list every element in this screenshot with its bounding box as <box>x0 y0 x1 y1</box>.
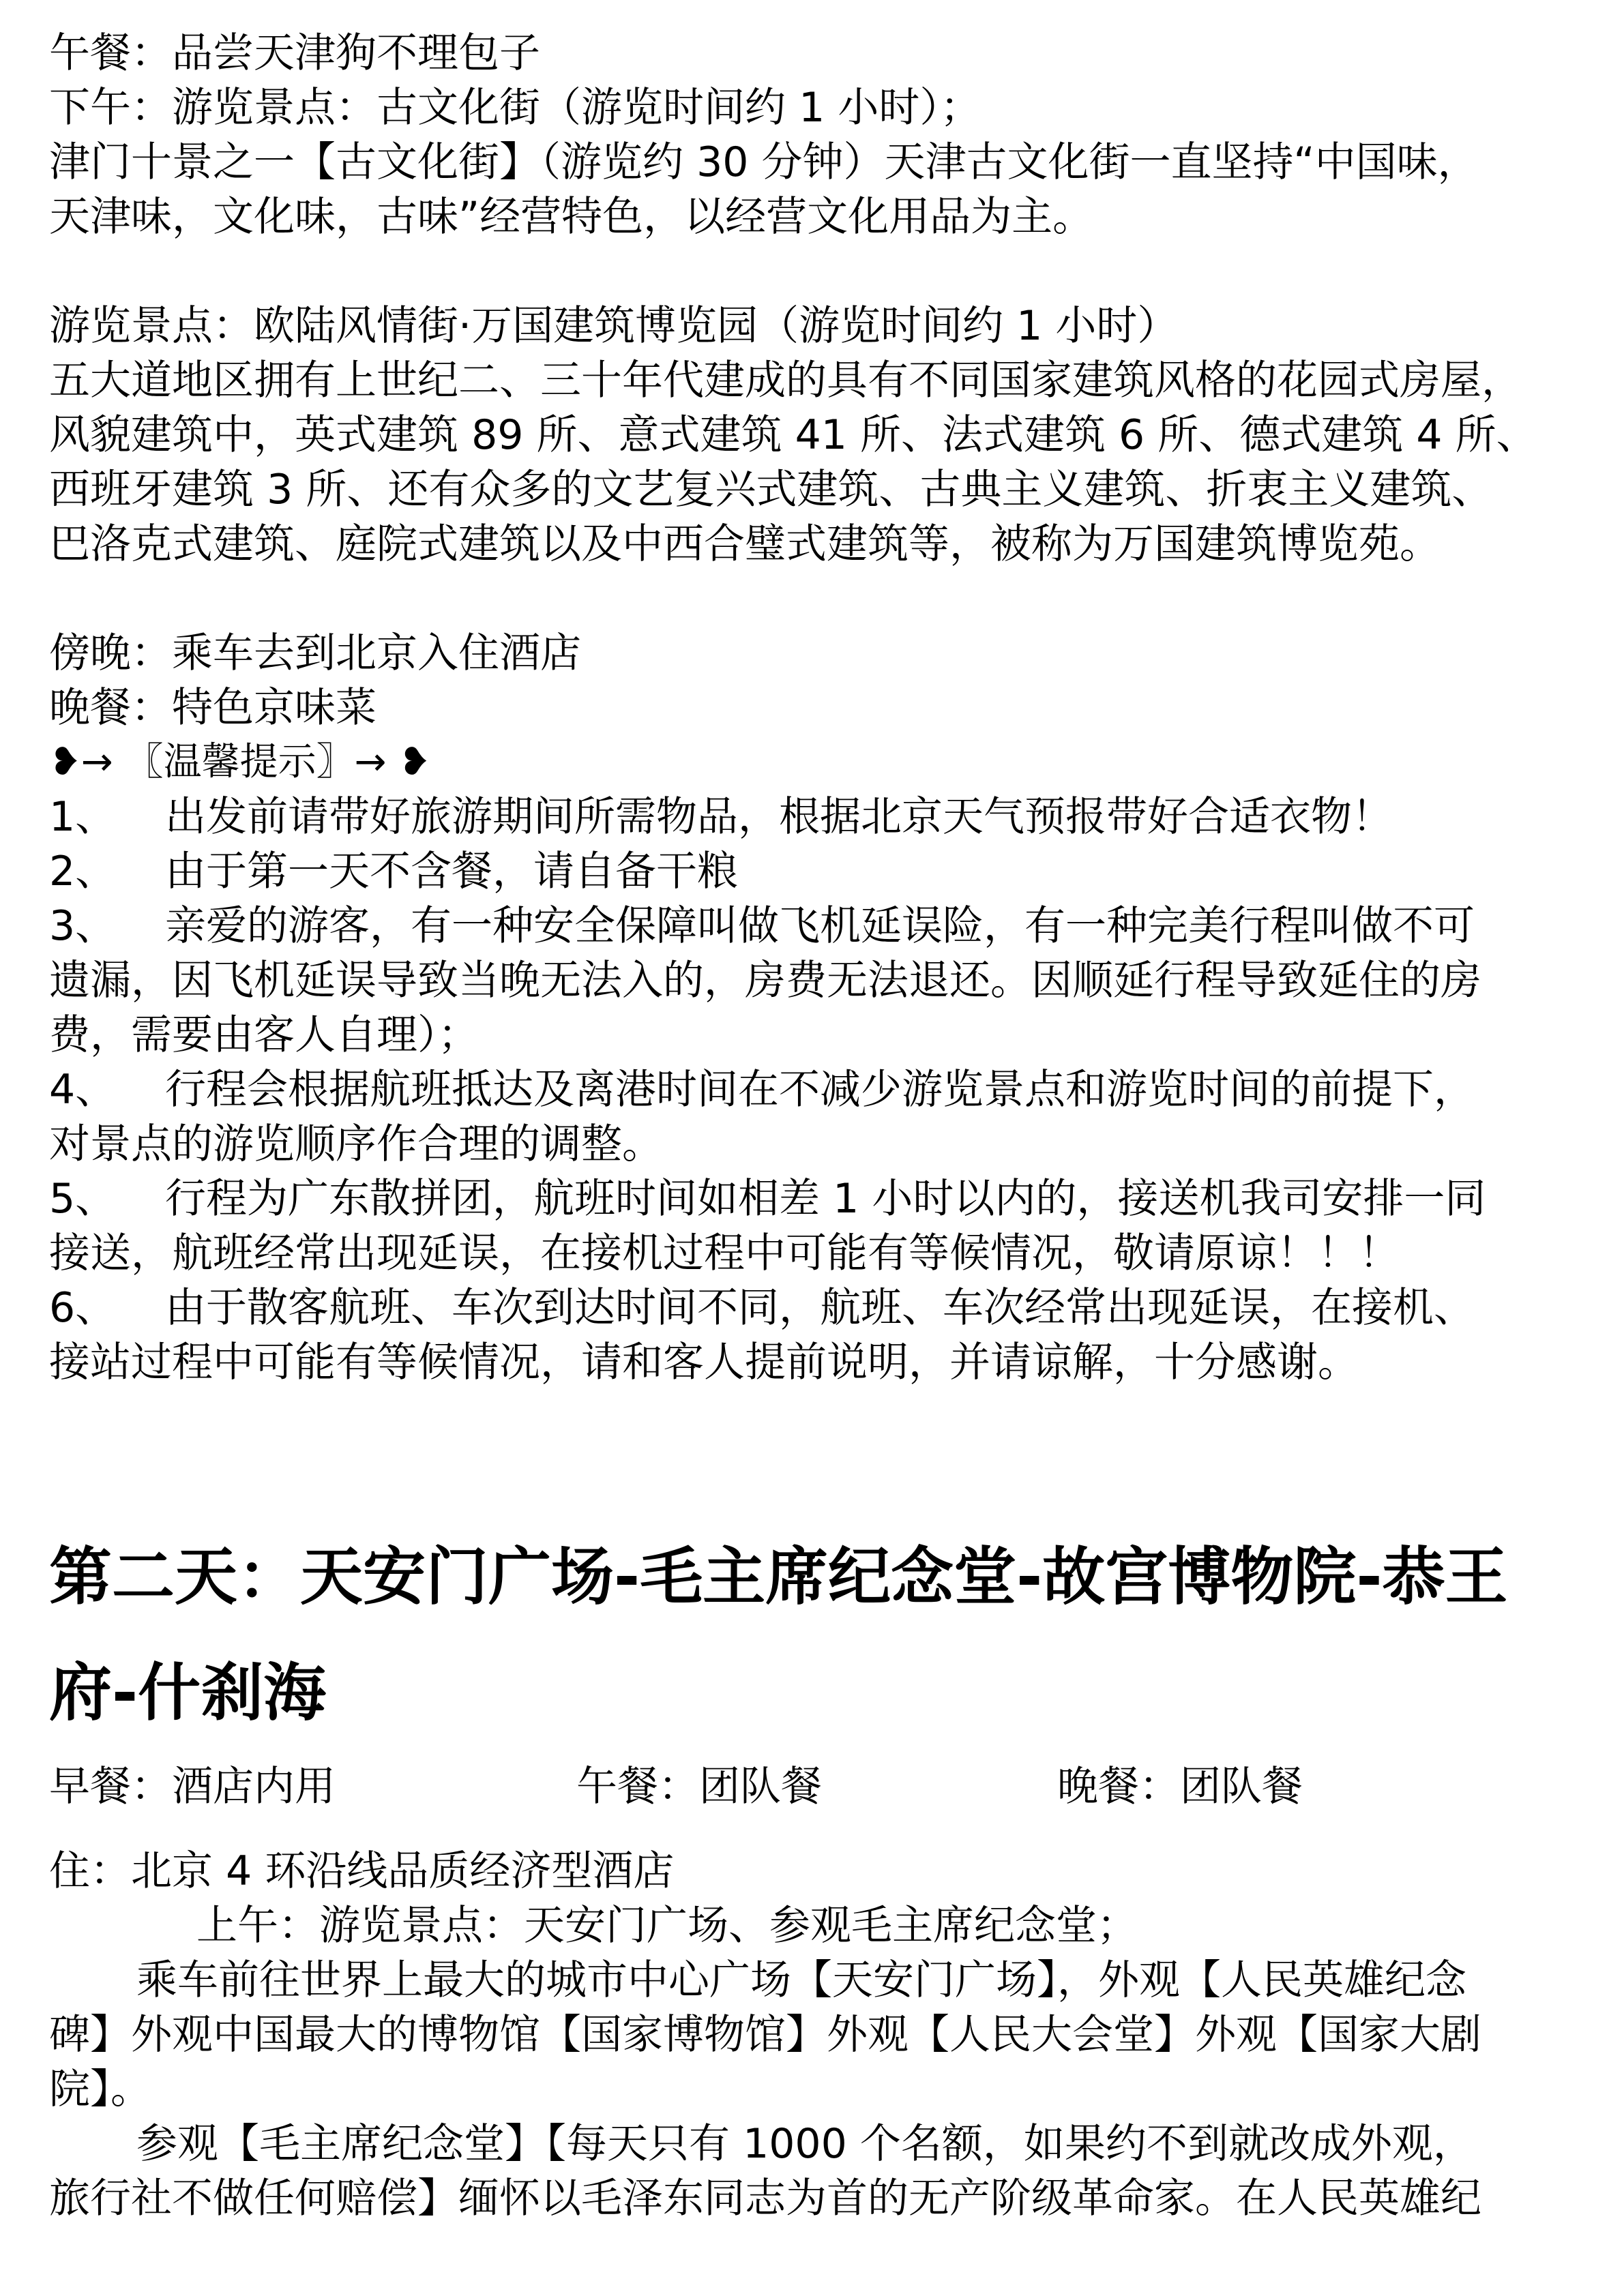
tip-item-6 <box>49 1281 1577 1390</box>
tip-item-4 <box>49 1062 1577 1172</box>
tip-item-2 <box>49 844 1577 899</box>
tip-text: 行程会根据航班抵达及离港时间在不减少游览景点和游览时间的前提下， <box>165 1066 1475 1114</box>
tips-list <box>49 790 1577 1390</box>
day2-para2-line-1: 参观【毛主席纪念堂】【每天只有 1000 个名额，如果约不到就改成外观， <box>136 2120 1474 2168</box>
five-avenues-desc-1: 五大道地区拥有上世纪二、三十年代建成的具有不同国家建筑风格的花园式房屋， <box>49 357 1522 404</box>
tip-text: 由于散客航班、车次到达时间不同，航班、车次经常出现延误，在接机、 <box>165 1284 1475 1332</box>
day2-title-line-1: 第二天：天安门广场-毛主席纪念堂-故宫博物院-恭王 <box>49 1540 1508 1613</box>
document-page <box>49 26 1577 2226</box>
tip-number: 4、 <box>49 1066 117 1114</box>
dinner-line: 晚餐：特色京味菜 <box>49 684 377 732</box>
evening-line: 傍晚：乘车去到北京入住酒店 <box>49 629 581 677</box>
day2-section <box>49 1519 1577 2226</box>
five-avenues-desc-3: 西班牙建筑 3 所、还有众多的文艺复兴式建筑、古典主义建筑、折衷主义建筑、 <box>49 466 1493 513</box>
section-spacer <box>49 1390 1577 1519</box>
day2-para1-line-2: 碑】外观中国最大的博物馆【国家博物馆】外观【人民大会堂】外观【国家大剧 <box>49 2011 1481 2059</box>
dinner-label: 晚餐：团队餐 <box>1057 1763 1303 1810</box>
day2-meals <box>49 1759 1577 1814</box>
lunch-line: 午餐：品尝天津狗不理包子 <box>49 29 540 77</box>
day2-para2-line-2: 旅行社不做任何赔偿】缅怀以毛泽东同志为首的无产阶级革命家。在人民英雄纪 <box>49 2175 1481 2222</box>
tip-text: 亲爱的游客，有一种安全保障叫做飞机延误险，有一种完美行程叫做不可 <box>165 902 1475 950</box>
tip-number: 5、 <box>49 1175 117 1223</box>
five-avenues-desc-2: 风貌建筑中，英式建筑 89 所、意式建筑 41 所、法式建筑 6 所、德式建筑 4 所、 <box>49 411 1537 459</box>
tip-text: 行程为广东散拼团，航班时间如相差 1 小时以内的，接送机我司安排一同 <box>165 1175 1486 1223</box>
tip-number: 3、 <box>49 902 117 950</box>
day2-stay: 住：北京 4 环沿线品质经济型酒店 <box>49 1847 675 1895</box>
day2-para1-line-1: 乘车前往世界上最大的城市中心广场【天安门广场】，外观【人民英雄纪念 <box>136 1956 1466 2004</box>
day2-morning: 上午：游览景点：天安门广场、参观毛主席纪念堂； <box>196 1902 1138 1950</box>
tip-text-cont: 接送，航班经常出现延误，在接机过程中可能有等候情况，敬请原谅！！！ <box>49 1229 1400 1277</box>
tip-item-3 <box>49 899 1577 1062</box>
culture-street-desc-2: 天津味，文化味，古味”经营特色，以经营文化用品为主。 <box>49 193 1094 241</box>
tip-text-cont: 接站过程中可能有等候情况，请和客人提前说明，并请谅解，十分感谢。 <box>49 1339 1359 1386</box>
lunch-label: 午餐：团队餐 <box>576 1763 822 1810</box>
blank-line <box>49 244 1577 299</box>
day2-para1-line-3: 院】。 <box>49 2066 151 2113</box>
tip-item-1 <box>49 790 1577 844</box>
tip-text-cont: 遗漏，因飞机延误导致当晚无法入的，房费无法退还。因顺延行程导致延住的房 <box>49 957 1481 1004</box>
tip-number: 2、 <box>49 848 117 895</box>
tip-number: 6、 <box>49 1284 117 1332</box>
europe-street-line: 游览景点：欧陆风情街·万国建筑博览园（游览时间约 1 小时） <box>49 302 1179 350</box>
day1-section <box>49 26 1577 1390</box>
tip-item-5 <box>49 1172 1577 1281</box>
tip-text: 由于第一天不含餐，请自备干粮 <box>165 848 738 895</box>
culture-street-desc-1: 津门十景之一【古文化街】（游览约 30 分钟）天津古文化街一直坚持“中国味， <box>49 138 1479 186</box>
tip-text-cont: 对景点的游览顺序作合理的调整。 <box>49 1120 663 1168</box>
day2-title-line-2: 府-什刹海 <box>49 1656 327 1729</box>
five-avenues-desc-4: 巴洛克式建筑、庭院式建筑以及中西合璧式建筑等，被称为万国建筑博览苑。 <box>49 520 1441 568</box>
tip-text: 出发前请带好旅游期间所需物品，根据北京天气预报带好合适衣物！ <box>165 793 1393 841</box>
tips-title: ❥→ 〖温馨提示〗→ ❥ <box>49 740 431 784</box>
tip-text-cont: 费，需要由客人自理）； <box>49 1011 479 1059</box>
blank-line <box>49 571 1577 626</box>
breakfast-label: 早餐：酒店内用 <box>49 1763 336 1810</box>
afternoon-line: 下午：游览景点：古文化街（游览时间约 1 小时）； <box>49 84 981 132</box>
tip-number: 1、 <box>49 793 117 841</box>
